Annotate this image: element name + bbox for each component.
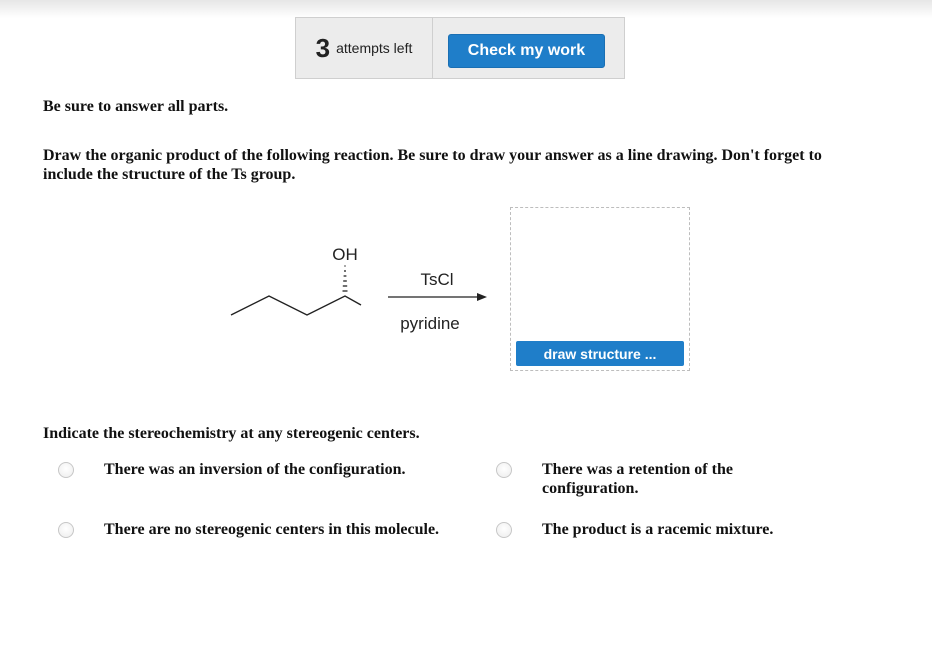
option-label: There was an inversion of the configuration. [104, 461, 406, 478]
option-no-stereocenters[interactable] [58, 520, 444, 539]
attempts-label: attempts left [336, 40, 413, 56]
hydroxyl-label: OH [332, 245, 358, 264]
check-my-work-button[interactable]: Check my work [448, 34, 605, 68]
question-text: Draw the organic product of the following reaction. Be sure to draw your answer as a line drawing. Don't forget to include the structure of the Ts group. [43, 147, 822, 183]
stereochemistry-question: Indicate the stereochemistry at any stereogenic centers. [43, 425, 420, 442]
option-label: There are no stereogenic centers in this molecule. [104, 521, 440, 538]
carbon-chain [231, 296, 361, 315]
reagent-label: TsCl [420, 270, 454, 289]
radio-button[interactable] [58, 522, 74, 538]
radio-button[interactable] [496, 522, 512, 538]
attempts-counter [296, 18, 433, 78]
hashed-wedge-bond [343, 266, 348, 291]
attempts-toolbar [295, 17, 625, 79]
option-label: The product is a racemic mixture. [542, 521, 774, 538]
reaction-scheme [225, 235, 505, 345]
top-shadow [0, 0, 932, 18]
option-retention[interactable] [496, 460, 802, 498]
draw-structure-button[interactable]: draw structure ... [516, 341, 684, 366]
radio-button[interactable] [58, 462, 74, 478]
reaction-arrow-head [477, 293, 487, 301]
option-racemic[interactable] [496, 520, 802, 539]
solvent-label: pyridine [400, 314, 460, 333]
attempts-count: 3 [315, 32, 331, 63]
radio-button[interactable] [496, 462, 512, 478]
be-sure-instruction: Be sure to answer all parts. [43, 98, 229, 115]
option-label: There was a retention of the configuration. [542, 461, 733, 497]
option-inversion[interactable] [58, 460, 484, 479]
